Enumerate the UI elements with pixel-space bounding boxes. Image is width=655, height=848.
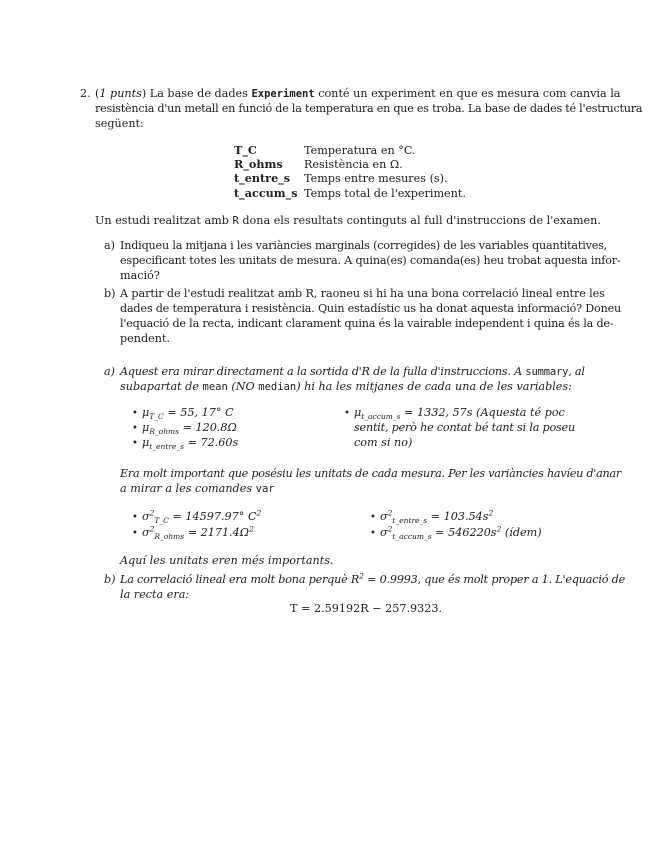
mean-t-accum-note: sentit, però he contat bé tant si la poseu bbox=[354, 421, 575, 434]
part-b-line: dades de temperatura i resistència. Quin estadístic us ha donat aquesta informació? Doneu bbox=[120, 302, 622, 315]
part-label: a) bbox=[104, 239, 116, 252]
structure-var-name: T_C bbox=[234, 143, 257, 157]
structure-var-desc: Temps entre mesures (s). bbox=[304, 172, 448, 185]
variance-paragraph-line-2: a mirar a les comandes var bbox=[120, 482, 275, 495]
part-b-line: A partir de l'estudi realitzat amb R, raoneu si hi ha una bona correlació lineal entre les bbox=[120, 287, 605, 300]
answer-b-line-1: La correlació lineal era molt bona perquè $R^2 = 0.9993$, que és molt proper a 1. L'equació de bbox=[120, 571, 625, 586]
structure-var-desc: Resistència en Ω. bbox=[304, 158, 403, 171]
structure-var-desc: Temps total de l'experiment. bbox=[304, 187, 466, 200]
answer-label: b) bbox=[104, 573, 116, 586]
part-label: b) bbox=[104, 287, 116, 300]
points-label: 1 punts bbox=[99, 87, 142, 100]
bullet-icon: • bbox=[370, 528, 376, 539]
part-a-line: Indiqueu la mitjana i les variàncies marginals (corregides) de les variables quantitatives, bbox=[120, 239, 608, 252]
tool-name: R bbox=[232, 215, 239, 227]
structure-var-name: t_entre_s bbox=[234, 171, 291, 185]
part-b-line: pendent. bbox=[120, 332, 171, 345]
answer-a-line-1: Aquest era mirar directament a la sortida d'R de la fulla d'instruccions. A summary, al bbox=[120, 365, 585, 378]
bullet-icon: • bbox=[132, 408, 138, 419]
mean-t-c: $\mu_{T\_C} = 55$, 17° C bbox=[142, 406, 234, 422]
variance-t-accum: $\sigma^2_{t\_accum\_s} = 546220s^2$ (ídem) bbox=[380, 524, 542, 542]
variance-t-c: $\sigma^2_{T\_C} = 14597.97^\circ$ $C^2$ bbox=[142, 508, 262, 526]
question-intro-line-3: següent: bbox=[95, 117, 144, 130]
mean-r-ohms: $\mu_{R\_ohms} = 120.8\Omega$ bbox=[142, 421, 237, 437]
bullet-icon: • bbox=[132, 423, 138, 434]
part-a-line: mació? bbox=[120, 269, 160, 282]
cmd-summary: summary bbox=[525, 366, 569, 378]
structure-var-desc: Temperatura en °C. bbox=[304, 144, 416, 157]
cmd-mean: mean bbox=[202, 381, 228, 393]
bullet-icon: • bbox=[132, 438, 138, 449]
bullet-icon: • bbox=[344, 408, 350, 419]
variance-r-ohms: $\sigma^2_{R\_ohms} = 2171.4\Omega^2$ bbox=[142, 524, 254, 542]
mean-t-accum-note: com si no) bbox=[354, 436, 413, 449]
mean-t-entre: $\mu_{t\_entre\_s} = 72.60s$ bbox=[142, 436, 239, 452]
variance-paragraph-line-1: Era molt important que posésiu les unitats de cada mesura. Per les variàncies havíeu d'anar bbox=[120, 467, 621, 480]
study-statement: Un estudi realitzat amb R dona els resultats continguts al full d'instruccions de l'examen. bbox=[95, 214, 601, 227]
variance-t-entre: $\sigma^2_{t\_entre\_s} = 103.54s^2$ bbox=[380, 508, 494, 526]
mean-t-accum: $\mu_{t\_accum\_s} = 1332$, 57s (Aquesta té poc bbox=[354, 406, 565, 422]
regression-equation: T = 2.59192R − 257.9323. bbox=[290, 602, 443, 615]
structure-var-name: R_ohms bbox=[234, 157, 283, 171]
units-note: Aquí les unitats eren més importants. bbox=[120, 554, 334, 567]
answer-b-line-2: la recta era: bbox=[120, 588, 190, 601]
structure-var-name: t_accum_s bbox=[234, 186, 298, 200]
question-number: 2. bbox=[80, 87, 91, 100]
cmd-median: median bbox=[258, 381, 297, 393]
question-intro-line-2: resistència d'un metall en funció de la temperatura en que es troba. La base de dades té l'estructura bbox=[95, 102, 643, 115]
bullet-icon: • bbox=[132, 528, 138, 539]
bullet-icon: • bbox=[370, 512, 376, 523]
question-intro-line-1: (1 punts) La base de dades Experiment conté un experiment en que es mesura com canvia la bbox=[95, 87, 621, 100]
db-name: Experiment bbox=[251, 88, 315, 100]
cmd-var: var bbox=[255, 483, 275, 495]
part-a-line: especificant totes les unitats de mesura. A quina(es) comanda(es) heu trobat aquesta infor- bbox=[120, 254, 621, 267]
answer-label: a) bbox=[104, 365, 116, 378]
answer-a-line-2: subapartat de mean (NO median) hi ha les mitjanes de cada una de les variables: bbox=[120, 380, 572, 393]
bullet-icon: • bbox=[132, 512, 138, 523]
part-b-line: l'equació de la recta, indicant clarament quina és la vairable independent i quina és la de- bbox=[120, 317, 614, 330]
